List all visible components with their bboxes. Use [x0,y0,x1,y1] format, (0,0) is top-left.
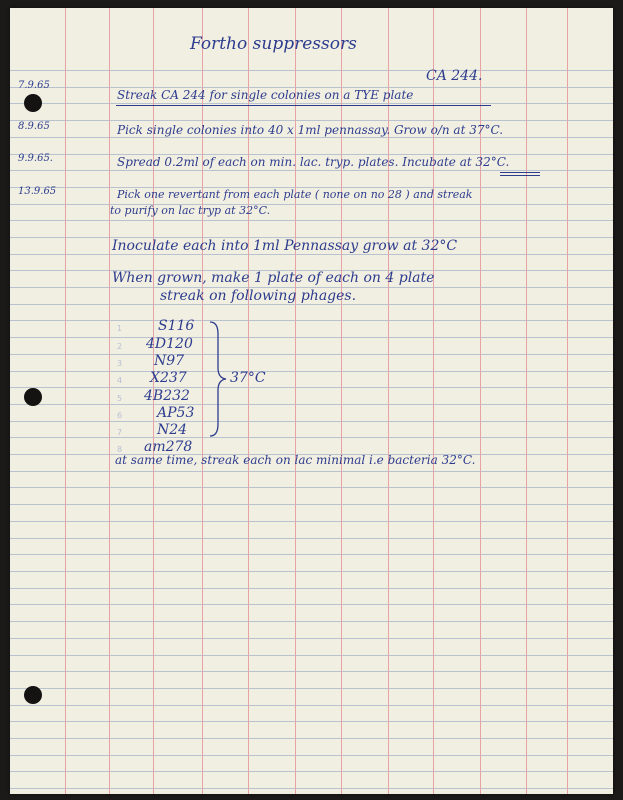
when-grown-text: streak on following phages. [160,288,357,304]
ruled-line [10,688,613,689]
page-title: Fortho suppressors [190,34,357,54]
ruled-line [10,70,613,71]
ruled-line [10,354,613,355]
ruled-line [10,170,613,171]
ruled-line [10,471,613,472]
line-number: 1 [117,324,123,333]
ruled-line [10,337,613,338]
line-number: 7 [117,428,123,437]
ruled-line [10,437,613,438]
ruled-line [10,320,613,321]
entry-text: Pick one revertant from each plate ( none on no 28 ) and streak [117,188,473,201]
ruled-line [10,604,613,605]
phage-name: 4B232 [144,388,190,404]
ruled-line [10,521,613,522]
line-number: 8 [117,445,123,454]
ruled-line [10,254,613,255]
header-ref: CA 244. [426,68,483,84]
phage-name: N97 [154,353,185,369]
entry-date: 8.9.65 [18,121,50,132]
ruled-line [10,404,613,405]
entry-date: 9.9.65. [18,153,53,164]
underline [500,175,540,176]
phage-name: 4D120 [146,336,193,352]
ruled-line [10,721,613,722]
ruled-line [10,103,613,104]
line-number: 2 [117,342,123,351]
final-text: at same time, streak each on lac minimal i.e bacteria 32°C. [115,453,476,467]
phage-name: S116 [158,318,195,334]
punch-hole [24,388,42,406]
ruled-line [10,538,613,539]
entry-text: Pick single colonies into 40 x 1ml pennassay. Grow o/n at 37°C. [117,123,504,137]
temperature-label: 37°C [230,370,266,386]
ruled-line [10,571,613,572]
phage-name: X237 [150,370,187,386]
column-line [526,8,527,794]
ruled-line [10,220,613,221]
notebook-page [10,8,613,794]
column-line [567,8,568,794]
ruled-line [10,738,613,739]
phage-name: AP53 [157,405,195,421]
ruled-line [10,137,613,138]
phage-name: N24 [157,422,188,438]
ruled-line [10,504,613,505]
line-number: 4 [117,376,123,385]
ruled-line [10,387,613,388]
brace-icon [206,320,230,438]
ruled-line [10,204,613,205]
ruled-line [10,554,613,555]
line-number: 6 [117,411,123,420]
ruled-line [10,371,613,372]
when-grown-text: When grown, make 1 plate of each on 4 plate [112,270,435,286]
phage-name: am278 [144,439,193,455]
ruled-line [10,120,613,121]
line-number: 5 [117,394,123,403]
ruled-line [10,788,613,789]
margin-line [109,8,110,794]
entry-text: to purify on lac tryp at 32°C. [110,204,271,217]
ruled-line [10,655,613,656]
underline [500,172,540,173]
ruled-line [10,621,613,622]
ruled-line [10,771,613,772]
entry-date: 13.9.65 [18,186,57,197]
ruled-line [10,304,613,305]
entry-text: Streak CA 244 for single colonies on a TYE plate [117,88,414,102]
punch-hole [24,686,42,704]
margin-line [65,8,66,794]
ruled-line [10,421,613,422]
ruled-line [10,588,613,589]
ruled-line [10,755,613,756]
inoculate-text: Inoculate each into 1ml Pennassay grow at 32°C [112,238,458,254]
line-number: 3 [117,359,123,368]
ruled-line [10,638,613,639]
punch-hole [24,94,42,112]
ruled-line [10,671,613,672]
underline [116,105,491,106]
ruled-line [10,487,613,488]
entry-date: 7.9.65 [18,80,50,91]
entry-text: Spread 0.2ml of each on min. lac. tryp. plates. Incubate at 32°C. [117,155,510,169]
ruled-line [10,705,613,706]
